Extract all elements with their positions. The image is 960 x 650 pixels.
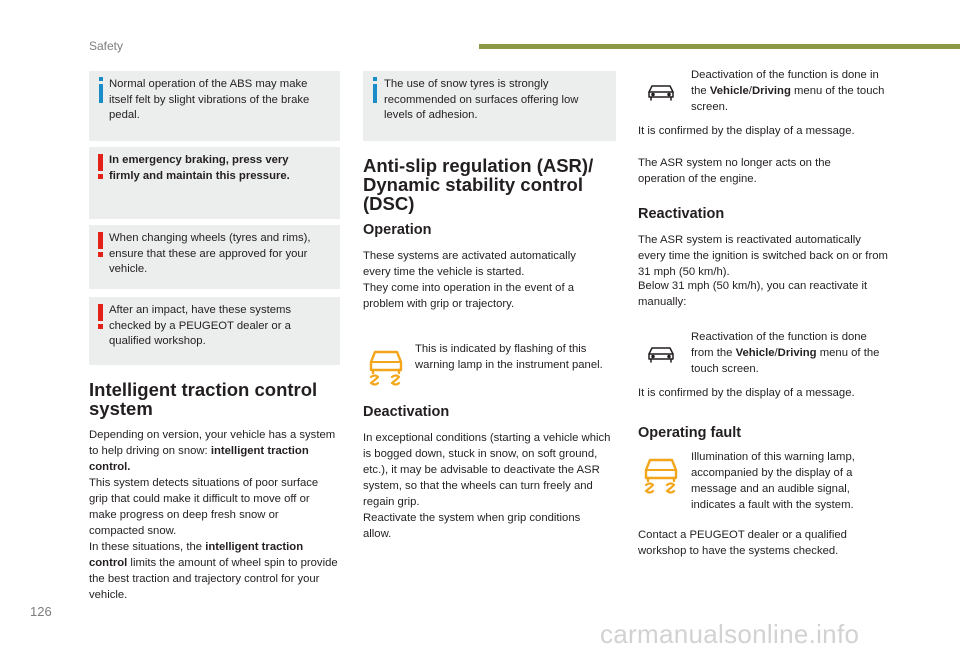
fault-lamp-text: Illumination of this warning lamp, accompanied by the display of a message and an audible signal, indicates a fault with the system. (691, 451, 855, 511)
asr-warning-lamp-icon (641, 453, 681, 495)
menu-separator: / (774, 347, 778, 359)
info-note-abs (89, 71, 340, 141)
asr-warning-lamp-icon (366, 345, 406, 387)
itc-paragraph-1 (89, 427, 341, 475)
note-text: When changing wheels (tyres and rims), ensure that these are approved for your vehicle. (109, 232, 311, 275)
warning-icon (98, 154, 103, 180)
deactivation-confirm: It is confirmed by the display of a message. (638, 125, 855, 137)
menu-driving: Driving (777, 347, 817, 359)
operation-paragraph-2: They come into operation in the event of a problem with grip or trajectory. (363, 282, 575, 310)
warning-note-emergency (89, 147, 340, 219)
menu-vehicle: Vehicle (735, 347, 775, 359)
menu-text-end: menu of the touch screen. (691, 347, 880, 375)
reactivation-heading: Reactivation (638, 206, 725, 222)
note-text: After an impact, have these systems checked by a PEUGEOT dealer or a qualified workshop. (109, 304, 292, 347)
warning-icon (98, 232, 103, 258)
note-text: In emergency braking, press very firmly and maintain this pressure. (109, 154, 290, 182)
note-text: The use of snow tyres is strongly recommended on surfaces offering low levels of adhesion. (384, 78, 579, 121)
operation-paragraph-1: These systems are activated automatically every time the vehicle is started. (363, 250, 576, 278)
operation-heading: Operation (363, 222, 432, 238)
menu-vehicle: Vehicle (709, 85, 749, 97)
itc-p1-bold: intelligent traction control. (89, 445, 309, 473)
menu-text: Deactivation of the function is done in the (691, 69, 879, 97)
watermark: carmanualsonline.info (600, 619, 860, 649)
car-icon (646, 82, 676, 102)
reactivation-confirm: It is confirmed by the display of a message. (638, 387, 855, 399)
warning-note-wheels (89, 225, 340, 289)
itc-paragraph-3 (89, 539, 343, 603)
info-icon (373, 77, 377, 103)
itc-p3-bold: intelligent traction control (89, 541, 304, 569)
deactivation-menu-text (691, 67, 891, 115)
menu-text-end: menu of the touch screen. (691, 85, 885, 113)
menu-text: Reactivation of the function is done from the (691, 331, 867, 359)
menu-driving: Driving (751, 85, 791, 97)
section-header-bar (479, 44, 960, 49)
fault-contact: Contact a PEUGEOT dealer or a qualified workshop to have the systems checked. (638, 529, 847, 557)
deactivation-paragraph-1: In exceptional conditions (starting a vehicle which is bogged down, stuck in snow, on soft ground, etc.), it may be advisable to deactivate the ASR system, so that the wheels can turn freely and regain grip. (363, 432, 611, 508)
deactivation-heading: Deactivation (363, 404, 450, 420)
reactivation-menu-text (691, 329, 891, 377)
itc-title: Intelligent traction control system (89, 379, 318, 419)
itc-p3-text-end: limits the amount of wheel spin to provide the best traction and trajectory control for your vehicle. (89, 557, 338, 601)
itc-p1-text: Depending on version, your vehicle has a system to help driving on snow: (89, 429, 336, 457)
info-icon (99, 77, 103, 103)
itc-p3-text: In these situations, the (89, 541, 206, 553)
menu-separator: / (748, 85, 752, 97)
itc-paragraph-2: This system detects situations of poor surface grip that could make it difficult to move off or make progress on deep fresh snow or compacted snow. (89, 477, 319, 537)
deactivation-paragraph-2: Reactivate the system when grip conditions allow. (363, 512, 581, 540)
asr-title: Anti-slip regulation (ASR)/ Dynamic stability control (DSC) (363, 155, 594, 214)
fault-heading: Operating fault (638, 425, 742, 441)
operation-lamp-text: This is indicated by flashing of this warning lamp in the instrument panel. (415, 343, 603, 371)
car-icon (646, 344, 676, 364)
section-header: Safety (89, 39, 124, 53)
warning-icon (98, 304, 103, 330)
warning-note-impact (89, 297, 340, 365)
deactivation-engine: The ASR system no longer acts on the operation of the engine. (638, 157, 831, 185)
page-number: 126 (30, 604, 52, 619)
note-text: Normal operation of the ABS may make itself felt by slight vibrations of the brake pedal. (109, 78, 310, 121)
reactivation-paragraph-2: Below 31 mph (50 km/h), you can reactivate it manually: (638, 280, 868, 308)
reactivation-paragraph-1: The ASR system is reactivated automatically every time the ignition is switched back on or from 31 mph (50 km/h). (638, 234, 888, 278)
info-note-snow (363, 71, 616, 141)
